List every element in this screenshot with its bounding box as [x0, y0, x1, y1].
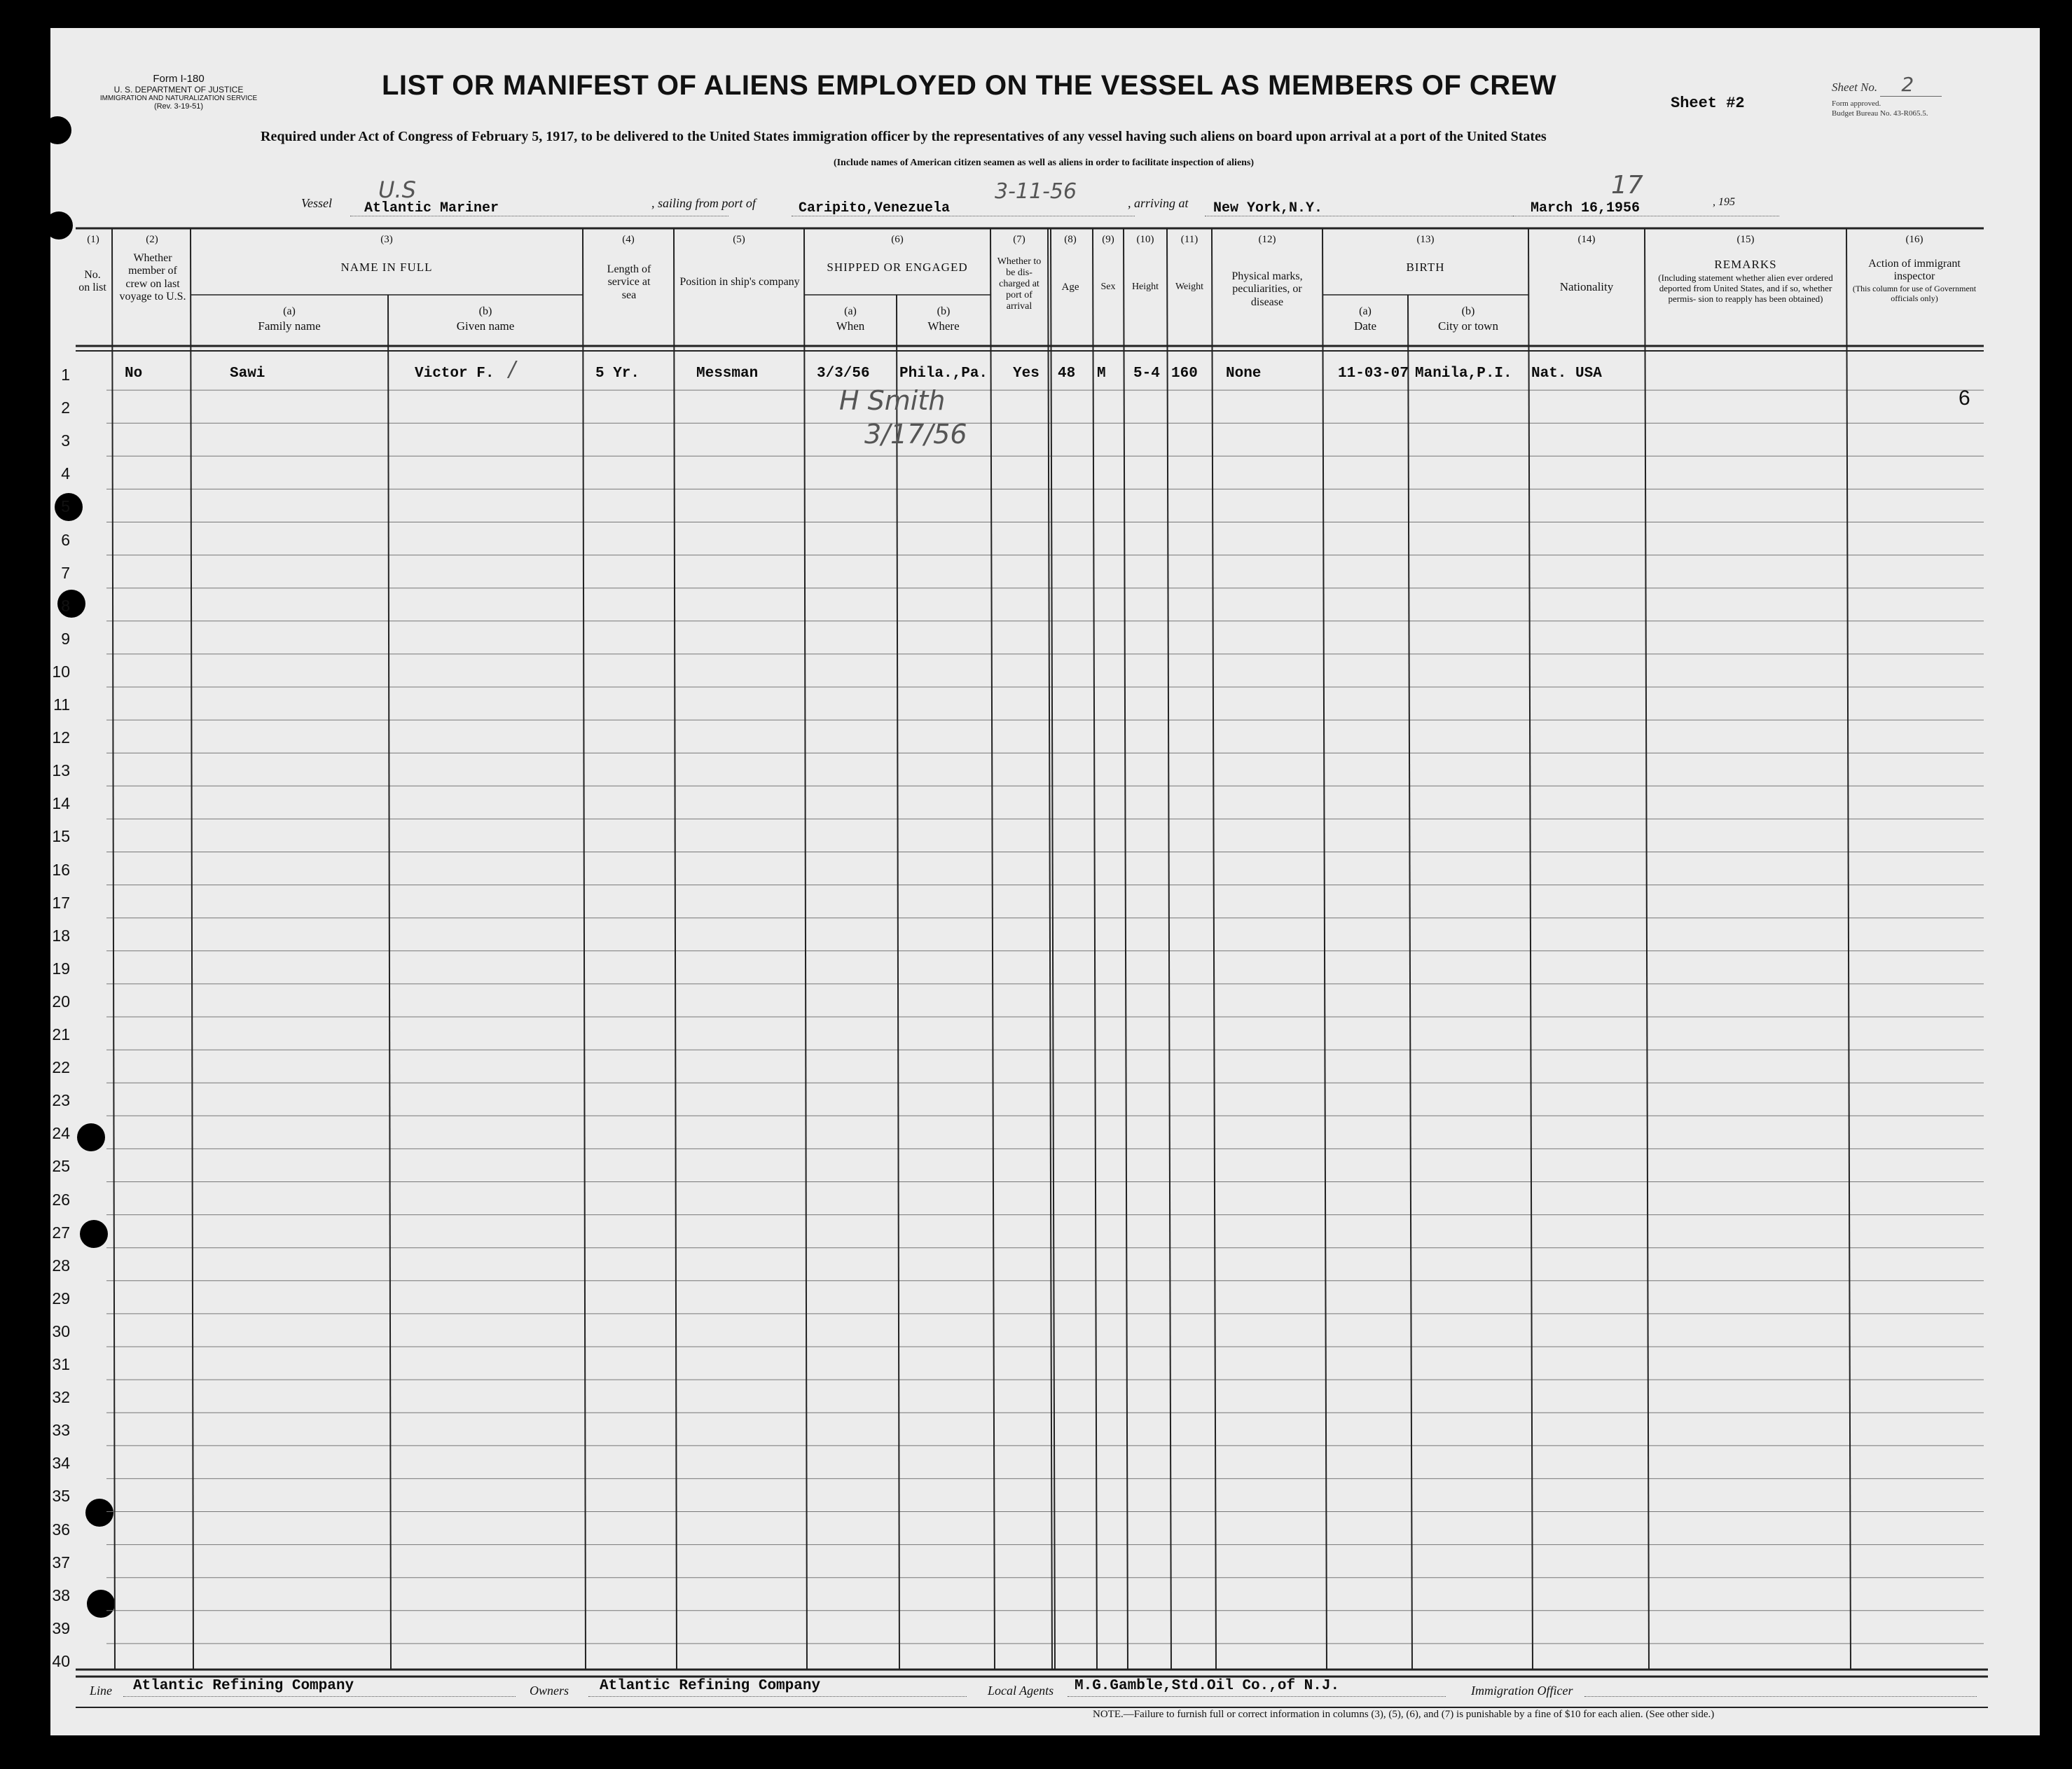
col-15-number: (15) [1736, 234, 1755, 245]
discharged: Yes [1013, 366, 1040, 382]
row-number: 27 [52, 1223, 70, 1242]
col-7-number: (7) [1013, 234, 1025, 245]
row-number: 12 [52, 728, 70, 747]
row-number: 32 [52, 1388, 70, 1407]
column-rule [388, 295, 391, 1670]
column-rule [674, 228, 677, 1670]
vessel-prefix-handwritten: U.S [378, 176, 416, 203]
column-rule [112, 228, 115, 1670]
owners-underline [588, 1696, 967, 1697]
row-number: 17 [52, 893, 70, 912]
handwritten-signature: H Smith [839, 385, 946, 416]
column-rule [1212, 228, 1216, 1670]
department-name: U. S. DEPARTMENT OF JUSTICE [113, 85, 244, 95]
col-6b-label: (b) [937, 305, 951, 317]
row-number: 14 [52, 794, 70, 813]
family-name: Sawi [230, 366, 265, 382]
col-3a-label: (a) [283, 305, 296, 317]
row-number: 6 [61, 530, 70, 549]
col-3-header: NAME IN FULL [340, 261, 433, 274]
column-rule [191, 228, 193, 1670]
row-number: 13 [52, 761, 70, 780]
arrival-port: New York,N.Y. [1213, 200, 1323, 216]
nationality: Nat. USA [1531, 366, 1602, 382]
handwritten-date: 3/17/56 [864, 419, 967, 450]
column-rule [1124, 228, 1128, 1670]
row-number: 38 [52, 1586, 70, 1604]
row-number: 22 [52, 1058, 70, 1077]
row-number: 24 [52, 1124, 70, 1143]
col-16-header: Action of immigrant inspector [1868, 258, 1961, 283]
local-agents: M.G.Gamble,Std.Oil Co.,of N.J. [1075, 1678, 1340, 1694]
column-rule [1528, 228, 1533, 1670]
column-rule [990, 228, 995, 1670]
col-5-number: (5) [733, 234, 745, 245]
col-1-header: No. on list [78, 269, 106, 294]
col-16-number: (16) [1905, 234, 1923, 245]
weight: 160 [1171, 366, 1198, 382]
owners-label: Owners [530, 1684, 569, 1698]
col-1-number: (1) [87, 234, 99, 245]
shipped-where: Phila.,Pa. [899, 366, 988, 382]
col-5-header: Position in ship's company [679, 276, 800, 288]
col-10-number: (10) [1136, 234, 1154, 245]
col-10-header: Height [1131, 282, 1159, 292]
row-number: 2 [61, 398, 70, 417]
agents-label: Local Agents [988, 1684, 1054, 1698]
crew-last-voyage: No [125, 366, 143, 382]
row-number: 25 [52, 1157, 70, 1176]
col-12-number: (12) [1258, 234, 1276, 245]
col-15-header: REMARKS [1714, 258, 1777, 271]
row-number: 10 [52, 662, 70, 681]
row-number: 29 [52, 1289, 70, 1307]
col-13b-header: City or town [1438, 319, 1498, 333]
col-13b-label: (b) [1461, 305, 1475, 317]
column-rule [1846, 228, 1851, 1670]
shipped-when: 3/3/56 [817, 366, 870, 382]
line-underline [123, 1696, 516, 1697]
officer-underline [1584, 1696, 1977, 1697]
form-number: Form I-180 [153, 73, 205, 85]
row-number: 9 [61, 629, 70, 648]
physical-marks: None [1226, 366, 1262, 382]
row-number: 3 [61, 431, 70, 450]
row-number: 15 [52, 827, 70, 846]
col-3-number: (3) [380, 234, 393, 245]
col-12-header: Physical marks, peculiarities, or disease [1231, 270, 1303, 308]
col-13a-label: (a) [1359, 305, 1372, 317]
col-14-header: Nationality [1559, 280, 1614, 293]
col-6b-header: Where [927, 319, 960, 333]
line-company: Atlantic Refining Company [133, 1678, 354, 1694]
birth-date: 11-03-07 [1338, 366, 1409, 382]
row-number: 33 [52, 1421, 70, 1440]
col-9-number: (9) [1102, 234, 1114, 245]
form-subnote: (Include names of American citizen seamen as well as aliens in order to facilitate inspection of aliens) [833, 158, 1255, 168]
year-suffix: , 195 [1713, 196, 1735, 208]
col-4-header: Length of service at sea [607, 263, 651, 301]
col-16-note: (This column for use of Government officials only) [1852, 284, 1977, 303]
col-4-number: (4) [622, 234, 635, 245]
column-rule [1645, 228, 1649, 1670]
arrival-day-handwritten: 17 [1611, 171, 1643, 200]
row-number: 8 [61, 596, 70, 615]
row-number: 26 [52, 1190, 70, 1209]
sheet-number-value: 2 [1880, 73, 1942, 97]
col-11-header: Weight [1175, 282, 1204, 292]
arrival-date: March 16,1956 [1531, 200, 1641, 216]
sailing-label: , sailing from port of [651, 196, 756, 210]
column-rule [1093, 228, 1097, 1670]
given-name-checkmark: / [509, 357, 516, 382]
sheet-number-label: Sheet No. [1832, 81, 1878, 94]
form-subtitle: Required under Act of Congress of February 5, 1917, to be delivered to the United States immigration officer by the representatives of any vessel having such aliens on board upon arrival at a port of the United States [261, 129, 1547, 144]
form-title: LIST OR MANIFEST OF ALIENS EMPLOYED ON THE VESSEL AS MEMBERS OF CREW [382, 70, 1557, 101]
service-length: 5 Yr. [595, 366, 640, 382]
service-name: IMMIGRATION AND NATURALIZATION SERVICE [99, 95, 258, 102]
owners: Atlantic Refining Company [600, 1678, 821, 1694]
col-9-header: Sex [1100, 282, 1116, 292]
row-number: 1 [61, 366, 70, 384]
column-rule [804, 228, 807, 1670]
position: Messman [696, 366, 759, 382]
vessel-label: Vessel [301, 196, 332, 210]
agents-underline [1068, 1696, 1446, 1697]
col-6-header: SHIPPED OR ENGAGED [827, 261, 968, 274]
col-13a-header: Date [1353, 319, 1377, 333]
col-3b-header: Given name [456, 319, 515, 333]
row-number: 31 [52, 1355, 70, 1373]
row-number: 20 [52, 992, 70, 1011]
col-7-header: Whether to be dis- charged at port of arrival [997, 256, 1042, 312]
row-number: 11 [53, 695, 70, 714]
row-number: 5 [61, 497, 70, 516]
sheet-tag: Sheet #2 [1671, 95, 1745, 112]
col-15-note: (Including statement whether alien ever ordered deported from United States, and if so, whether permis- sion to reapply has been obtained) [1658, 272, 1833, 304]
col-6-number: (6) [891, 234, 904, 245]
inspector-mark: 6 [1959, 387, 1970, 410]
col-8-number: (8) [1064, 234, 1077, 245]
budget-bureau: Budget Bureau No. 43-R065.5. [1832, 109, 1928, 118]
col-3a-header: Family name [258, 319, 321, 333]
departure-port: Caripito,Venezuela [799, 200, 951, 216]
col-3b-label: (b) [478, 305, 492, 317]
col-13-number: (13) [1416, 234, 1435, 245]
row-number: 18 [52, 926, 70, 945]
officer-label: Immigration Officer [1471, 1684, 1573, 1698]
row-number: 40 [52, 1651, 70, 1670]
given-name: Victor F. [415, 366, 495, 382]
col-14-number: (14) [1577, 234, 1596, 245]
footer [0, 1678, 2072, 1720]
row-number: 34 [52, 1454, 70, 1473]
column-rule [583, 228, 586, 1670]
form-revision: (Rev. 3-19-51) [153, 102, 204, 111]
row-number: 35 [52, 1487, 70, 1506]
form-approved: Form approved. [1832, 99, 1881, 108]
row-number: 23 [52, 1091, 70, 1110]
row-number: 37 [52, 1553, 70, 1572]
row-number: 16 [52, 860, 70, 879]
height: 5-4 [1133, 366, 1160, 382]
col-2-header: Whether member of crew on last voyage to U.S. [119, 252, 186, 303]
col-6a-header: When [836, 319, 865, 333]
row-number: 4 [61, 464, 70, 483]
row-number: 28 [52, 1256, 70, 1275]
col-8-header: Age [1061, 282, 1079, 293]
column-rule [1167, 228, 1171, 1670]
sail-date-handwritten: 3-11-56 [995, 179, 1077, 204]
line-label: Line [90, 1684, 113, 1698]
col-6a-label: (a) [844, 305, 857, 317]
row-number: 30 [52, 1321, 70, 1340]
col-11-number: (11) [1180, 234, 1199, 245]
row-number: 21 [52, 1025, 70, 1043]
col-13-header: BIRTH [1406, 261, 1445, 274]
column-rule [1408, 295, 1412, 1670]
arriving-label: , arriving at [1128, 196, 1189, 210]
row-number: 39 [52, 1618, 70, 1637]
footer-note: NOTE.—Failure to furnish full or correct information in columns (3), (5), (6), and (7) is punishable by a fine of $10 for each alien. (See other side.) [1093, 1709, 1715, 1720]
column-rule [1322, 228, 1327, 1670]
column-rule [897, 295, 899, 1670]
age: 48 [1058, 366, 1076, 382]
sex: M [1097, 366, 1106, 382]
vessel-name: Atlantic Mariner [364, 200, 499, 216]
col-2-number: (2) [146, 234, 158, 245]
row-number: 36 [52, 1520, 70, 1539]
birth-city: Manila,P.I. [1415, 366, 1512, 382]
row-number: 7 [61, 563, 70, 582]
row-number: 19 [52, 959, 70, 978]
